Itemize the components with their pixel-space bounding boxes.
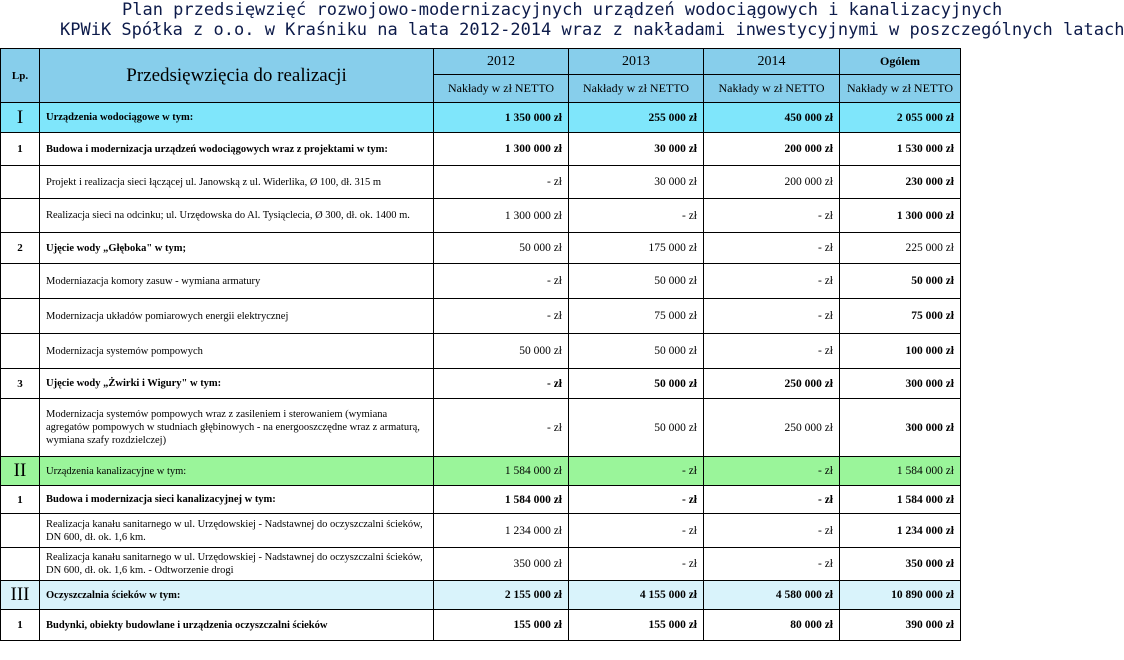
header-sub-2014: Nakłady w zł NETTO [704,75,840,103]
investment-table [0,48,961,641]
row-value-2013: - zł [569,486,704,514]
row-name: Ujęcie wody „Głęboka" w tym; [40,233,434,264]
row-name: Budynki, obiekty budowlane i urządzenia oczyszczalni ścieków [40,610,434,641]
row-value-2013: 75 000 zł [569,299,704,334]
row-value-2014: 4 580 000 zł [704,581,840,610]
row-lp: I [1,103,40,133]
row-lp [1,264,40,299]
row-value-total: 225 000 zł [840,233,961,264]
header-project: Przedsięwzięcia do realizacji [40,49,434,103]
row-value-total: 100 000 zł [840,334,961,369]
row-value-2012: 155 000 zł [434,610,569,641]
row-value-total: 10 890 000 zł [840,581,961,610]
row-lp: 1 [1,133,40,166]
row-value-2013: 4 155 000 zł [569,581,704,610]
row-value-2014: 250 000 zł [704,399,840,457]
row-value-2012: - zł [434,264,569,299]
row-lp: 1 [1,486,40,514]
row-value-2012: 1 584 000 zł [434,486,569,514]
row-value-total: 1 234 000 zł [840,514,961,548]
title-line-2: KPWiK Spółka z o.o. w Kraśniku na lata 2012-2014 wraz z nakładami inwestycyjnymi w poszczególnych latach [60,20,1124,40]
row-value-2013: 50 000 zł [569,264,704,299]
row-value-2013: - zł [569,199,704,233]
row-value-total: 300 000 zł [840,399,961,457]
row-name: Modernizacja układów pomiarowych energii elektrycznej [40,299,434,334]
row-value-2012: - zł [434,369,569,399]
row-value-2012: 50 000 zł [434,233,569,264]
row-value-2012: - zł [434,399,569,457]
row-value-total: 390 000 zł [840,610,961,641]
row-value-2014: - zł [704,299,840,334]
row-value-2014: 200 000 zł [704,166,840,199]
row-value-total: 1 300 000 zł [840,199,961,233]
row-value-2013: - zł [569,548,704,581]
row-lp: III [1,581,40,610]
row-value-total: 2 055 000 zł [840,103,961,133]
row-value-2012: 1 584 000 zł [434,457,569,486]
row-value-2012: 1 300 000 zł [434,133,569,166]
row-value-2014: - zł [704,334,840,369]
row-value-2013: 155 000 zł [569,610,704,641]
row-value-2013: 50 000 zł [569,369,704,399]
row-name: Ujęcie wody „Żwirki i Wigury" w tym: [40,369,434,399]
header-sub-total: Nakłady w zł NETTO [840,75,961,103]
row-value-2012: 2 155 000 zł [434,581,569,610]
row-value-2013: 50 000 zł [569,399,704,457]
row-lp [1,548,40,581]
row-lp: 3 [1,369,40,399]
row-value-2014: 250 000 zł [704,369,840,399]
row-name: Modernizacja systemów pompowych wraz z zasileniem i sterowaniem (wymiana agregatów pompowych w studniach głębinowych - na energooszczędne wraz z armaturą, wymiana szafy rozdzielczej) [40,399,434,457]
row-value-2012: 1 234 000 zł [434,514,569,548]
row-lp: 1 [1,610,40,641]
row-value-2014: - zł [704,233,840,264]
row-value-2012: - zł [434,299,569,334]
title-line-1: Plan przedsięwzięć rozwojowo-modernizacyjnych urządzeń wodociągowych i kanalizacyjnych [122,0,1003,20]
row-value-2012: - zł [434,166,569,199]
row-value-2014: - zł [704,486,840,514]
row-value-total: 300 000 zł [840,369,961,399]
header-year-2014: 2014 [704,49,840,75]
row-value-2014: 200 000 zł [704,133,840,166]
row-name: Realizacja kanału sanitarnego w ul. Urzędowskiej - Nadstawnej do oczyszczalni ścieków, DN 600, dł. ok. 1,6 km. - Odtworzenie drogi [40,548,434,581]
row-lp [1,166,40,199]
row-value-total: 1 530 000 zł [840,133,961,166]
row-value-2012: 350 000 zł [434,548,569,581]
row-value-2014: - zł [704,548,840,581]
row-value-total: 230 000 zł [840,166,961,199]
row-lp [1,334,40,369]
row-value-2012: 1 350 000 zł [434,103,569,133]
row-value-2013: 175 000 zł [569,233,704,264]
row-name: Urządzenia wodociągowe w tym: [40,103,434,133]
row-lp [1,299,40,334]
row-value-2013: 30 000 zł [569,166,704,199]
row-value-2014: 80 000 zł [704,610,840,641]
row-name: Moderniazacja komory zasuw - wymiana armatury [40,264,434,299]
row-value-2013: 255 000 zł [569,103,704,133]
row-value-2014: - zł [704,457,840,486]
row-value-2013: 30 000 zł [569,133,704,166]
row-value-2012: 50 000 zł [434,334,569,369]
row-name: Modernizacja systemów pompowych [40,334,434,369]
header-lp: Lp. [1,49,40,103]
row-name: Realizacja kanału sanitarnego w ul. Urzędowskiej - Nadstawnej do oczyszczalni ścieków, DN 600, dł. ok. 1,6 km. [40,514,434,548]
row-value-2012: 1 300 000 zł [434,199,569,233]
row-lp: 2 [1,233,40,264]
header-year-2012: 2012 [434,49,569,75]
header-sub-2012: Nakłady w zł NETTO [434,75,569,103]
row-name: Oczyszczalnia ścieków w tym: [40,581,434,610]
row-value-total: 1 584 000 zł [840,457,961,486]
row-value-2014: - zł [704,199,840,233]
document-title [60,0,1124,48]
row-name: Budowa i modernizacja urządzeń wodociągowych wraz z projektami w tym: [40,133,434,166]
row-name: Budowa i modernizacja sieci kanalizacyjnej w tym: [40,486,434,514]
header-total: Ogólem [840,49,961,75]
row-value-total: 350 000 zł [840,548,961,581]
header-year-2013: 2013 [569,49,704,75]
row-value-total: 1 584 000 zł [840,486,961,514]
row-value-2014: 450 000 zł [704,103,840,133]
row-value-2013: 50 000 zł [569,334,704,369]
row-value-total: 75 000 zł [840,299,961,334]
row-lp [1,514,40,548]
row-value-2013: - zł [569,514,704,548]
row-value-2014: - zł [704,514,840,548]
row-value-2013: - zł [569,457,704,486]
row-name: Realizacja sieci na odcinku; ul. Urzędowska do Al. Tysiąclecia, Ø 300, dł. ok. 1400 m. [40,199,434,233]
row-name: Projekt i realizacja sieci łączącej ul. Janowską z ul. Widerlika, Ø 100, dł. 315 m [40,166,434,199]
row-value-2014: - zł [704,264,840,299]
row-lp: II [1,457,40,486]
row-lp [1,199,40,233]
header-sub-2013: Nakłady w zł NETTO [569,75,704,103]
row-value-total: 50 000 zł [840,264,961,299]
row-name: Urządzenia kanalizacyjne w tym: [40,457,434,486]
row-lp [1,399,40,457]
